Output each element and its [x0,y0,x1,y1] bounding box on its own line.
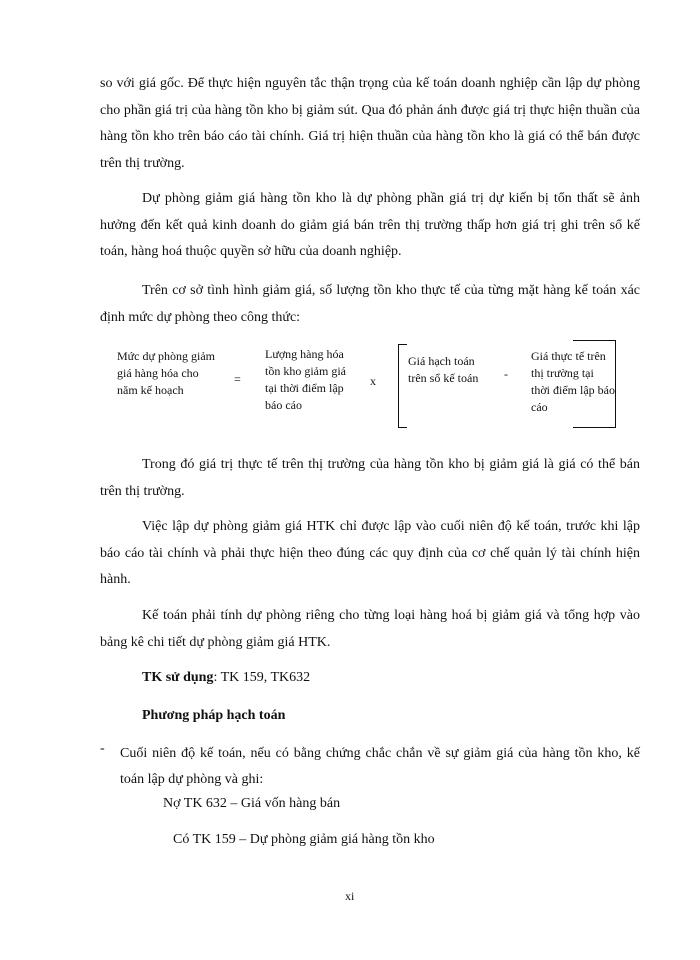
formula-times-sign: x [370,374,376,388]
paragraph-3: Trên cơ sở tình hình giảm giá, số lượng tồn kho thực tế của từng mặt hàng kế toán xác định mức dự phòng theo công thức: [100,283,640,325]
formula-term-reserve-level: Mức dự phòng giảm giá hàng hóa cho năm kế hoạch [117,349,215,397]
paragraph-5: Việc lập dự phòng giảm giá HTK chỉ được lập vào cuối niên độ kế toán, trước khi lập báo cáo tài chính và phải thực hiện theo đúng các quy định của cơ chế quản lý tài chính hiện hành. [100,519,640,587]
page-number: xi [345,889,355,903]
paragraph-2: Dự phòng giảm giá hàng tồn kho là dự phòng phần giá trị dự kiến bị tổn thất sẽ ảnh hưởng đến kết quả kinh doanh do giảm giá bán trên thị trường thấp hơn giá trị ghi trên sổ kế toán, hàng hoá thuộc quyền sở hữu của doanh nghiệp. [100,191,640,259]
paragraph-1: so với giá gốc. Để thực hiện nguyên tắc thận trọng của kế toán doanh nghiệp cần lập dự phòng cho phần giá trị của hàng tồn kho bị giảm sút. Qua đó phản ánh được giá trị thực hiện thuần của hàng tồn kho trên báo cáo tài chính. Giá trị hiện thuần của hàng tồn kho là giá có thể bán được trên thị trường. [100,76,640,171]
formula-term-market-price: Giá thực tế trên thị trường tại thời điểm lập báo cáo [531,349,615,414]
method-list-item: Cuối niên độ kế toán, nếu có bằng chứng chắc chắn về sự giảm giá của hàng tồn kho, kế toán lập dự phòng và ghi: [120,746,640,787]
formula-right-bracket [573,340,616,428]
method-heading: Phương pháp hạch toán [142,708,286,723]
credit-entry: Có TK 159 – Dự phòng giảm giá hàng tồn kho [173,832,435,847]
formula-minus-sign: - [504,367,508,381]
accounts-used-label: TK sử dụng [142,670,214,685]
paragraph-4: Trong đó giá trị thực tế trên thị trường của hàng tồn kho bị giảm giá là giá có thể bán trên thị trường. [100,457,640,499]
list-bullet: - [100,741,105,756]
formula-term-quantity: Lượng hàng hóa tồn kho giảm giá tại thời điểm lập báo cáo [265,347,346,412]
paragraph-6: Kế toán phải tính dự phòng riêng cho từng loại hàng hoá bị giảm giá và tổng hợp vào bảng kê chi tiết dự phòng giảm giá HTK. [100,608,640,650]
debit-entry: Nợ TK 632 – Giá vốn hàng bán [163,796,341,811]
formula-term-book-price: Giá hạch toán trên sổ kế toán [408,354,479,385]
accounts-used-value: : TK 159, TK632 [213,670,311,685]
formula-equals-sign: = [234,372,241,386]
accounts-used-line [142,670,310,686]
formula-left-bracket [398,344,407,428]
